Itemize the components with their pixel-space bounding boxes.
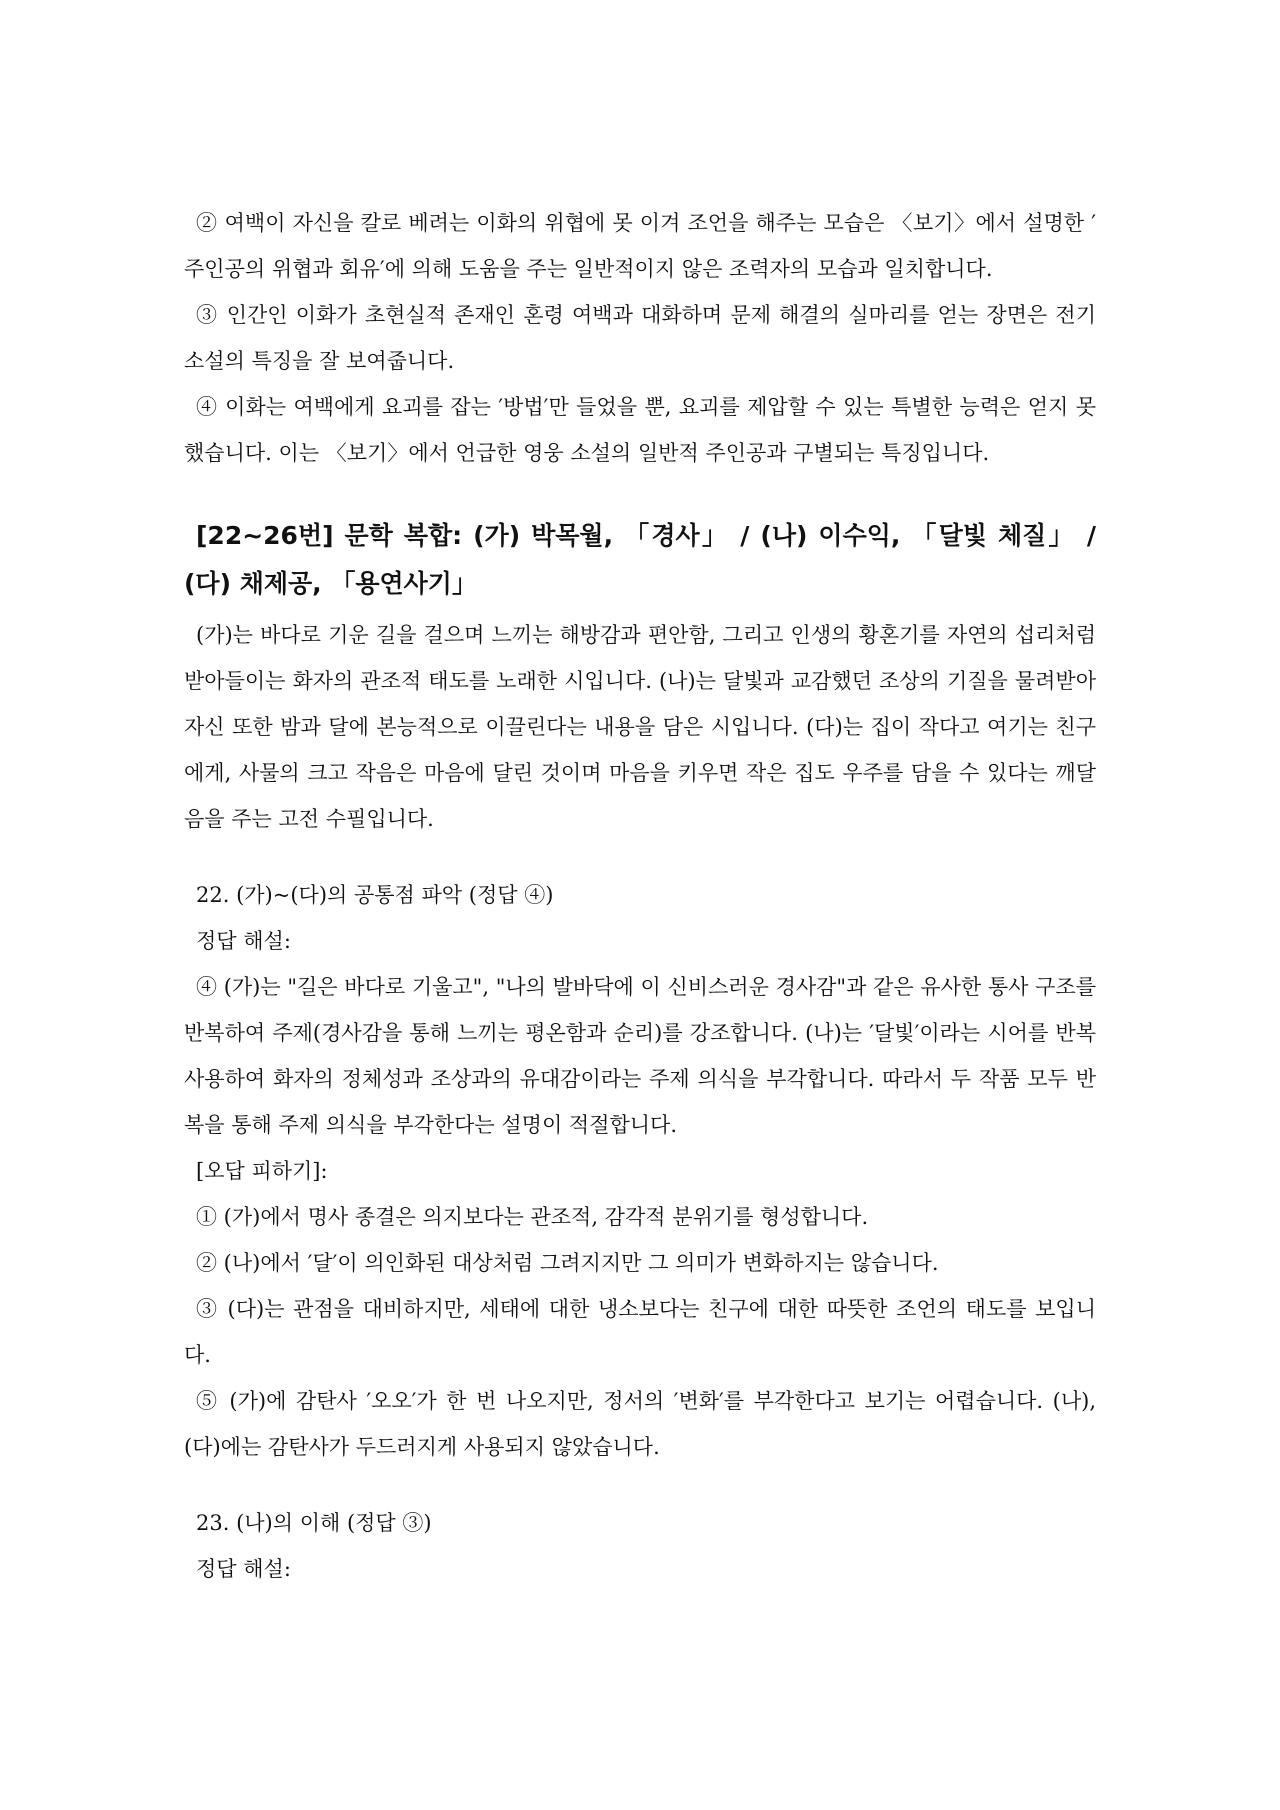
question-22-title: 22. (가)~(다)의 공통점 파악 (정답 ④) — [196, 883, 554, 907]
question-22-answer-explanation: ④ (가)는 "길은 바다로 기울고", "나의 발바닥에 이 신비스러운 경사감"과 같은 유사한 통사 구조를 반복하여 주제(경사감을 통해 느끼는 평온함과 순리)를 강조합니다. (나)는 ′달빛′이라는 시어를 반복 사용하여 화자의 정체성과 조상과의 유대감이라는 주제 의식을 부각합니다. 따라서 두 작품 모두 반복을 통해 주제 의식을 부각한다는 설명이 적절합니다. — [184, 975, 1096, 1137]
question-22-answer-label: 정답 해설: — [196, 929, 291, 953]
section-heading: [22~26번] 문학 복합: (가) 박목월, 「경사」 / (나) 이수익, 「달빛 체질」 / (다) 채제공, 「용연사기」 — [184, 521, 1096, 598]
choice-3-explanation: ③ 인간인 이화가 초현실적 존재인 혼령 여백과 대화하며 문제 해결의 실마리를 얻는 장면은 전기 소설의 특징을 잘 보여줍니다. — [184, 303, 1096, 373]
question-22-wrong-5: ⑤ (가)에 감탄사 ′오오′가 한 번 나오지만, 정서의 ′변화′를 부각한다고 보기는 어렵습니다. (나), (다)에는 감탄사가 두드러지게 사용되지 않았습니다. — [184, 1389, 1096, 1459]
section-summary: (가)는 바다로 기운 길을 걸으며 느끼는 해방감과 편안함, 그리고 인생의 황혼기를 자연의 섭리처럼 받아들이는 화자의 관조적 태도를 노래한 시입니다. (나)는 달빛과 교감했던 조상의 기질을 물려받아 자신 또한 밤과 달에 본능적으로 이끌린다는 내용을 담은 시입니다. (다)는 집이 작다고 여기는 친구에게, 사물의 크고 작음은 마음에 달린 것이며 마음을 키우면 작은 집도 우주를 담을 수 있다는 깨달음을 주는 고전 수필입니다. — [184, 623, 1096, 831]
question-22-wrong-label: [오답 피하기]: — [196, 1159, 328, 1183]
choice-4-explanation: ④ 이화는 여백에게 요괴를 잡는 ′방법′만 들었을 뿐, 요괴를 제압할 수 있는 특별한 능력은 얻지 못했습니다. 이는 〈보기〉에서 언급한 영웅 소설의 일반적 주인공과 구별되는 특징입니다. — [184, 395, 1096, 465]
question-22-wrong-2: ② (나)에서 ′달′이 의인화된 대상처럼 그려지지만 그 의미가 변화하지는 않습니다. — [196, 1251, 939, 1275]
document-page — [184, 200, 1096, 1592]
question-23-answer-label: 정답 해설: — [196, 1557, 291, 1581]
question-23-title: 23. (나)의 이해 (정답 ③) — [196, 1511, 432, 1535]
choice-2-explanation: ② 여백이 자신을 칼로 베려는 이화의 위협에 못 이겨 조언을 해주는 모습은 〈보기〉에서 설명한 ′주인공의 위협과 회유′에 의해 도움을 주는 일반적이지 않은 조력자의 모습과 일치합니다. — [184, 211, 1096, 281]
question-22-wrong-1: ① (가)에서 명사 종결은 의지보다는 관조적, 감각적 분위기를 형성합니다. — [196, 1205, 869, 1229]
question-22-wrong-3: ③ (다)는 관점을 대비하지만, 세태에 대한 냉소보다는 친구에 대한 따뜻한 조언의 태도를 보입니다. — [184, 1297, 1096, 1367]
